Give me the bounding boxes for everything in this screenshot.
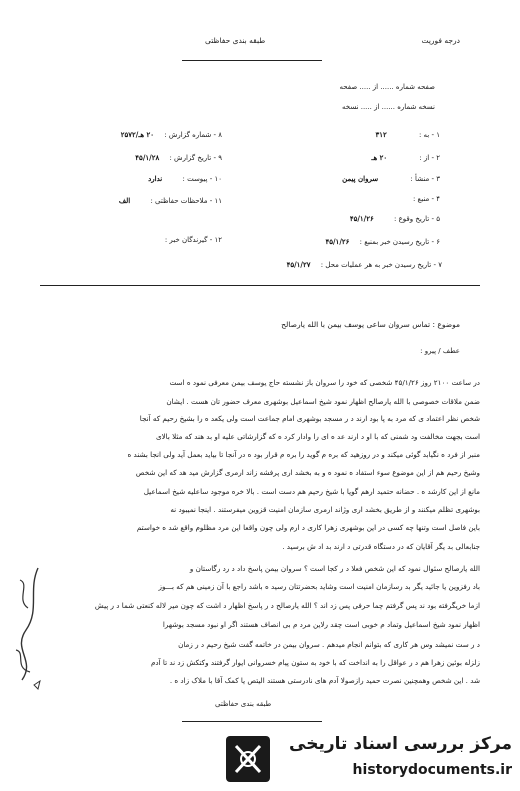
- body-line: جنابعالی بد یگر آقایان که در دستگاه قدرتی د ارند بد اد ش برسید .: [282, 542, 480, 551]
- classification-top: طبقه بندی حفاظتی: [205, 36, 266, 45]
- field-ops-received-date-value: ۴۵/۱/۲۷: [286, 260, 311, 269]
- field-report-date-label: ۹ - تاریخ گزارش :: [169, 154, 222, 162]
- margin-annotation: [8, 560, 46, 700]
- field-from: [240, 153, 440, 162]
- body-line: باین فاصل است وتنها چه کسی در این بوشهری زهرا کاری د ارم ولی چون واقعا این مرد مظلوم واقع شد ه خواستم: [136, 523, 480, 532]
- field-attachment-value: ندارد: [148, 174, 163, 183]
- field-report-number-label: ۸ - شماره گزارش :: [164, 131, 222, 139]
- field-source-received-date-value: ۴۵/۱/۲۶: [325, 237, 350, 246]
- field-report-number: [42, 130, 222, 139]
- field-recipients-label: ۱۲ - گیرندگان خبر :: [164, 236, 222, 244]
- priority-label: درجه فوریت: [421, 36, 460, 45]
- body-line: در ساعت ۲۱۰۰ روز ۴۵/۱/۲۶ شخصی که خود را سروان باز نشسته حاج یوسف بیمن معرفی نمود ه است: [169, 378, 480, 387]
- body-line: شد . این شخص وهمچنین نصرت حمید رازصولا آدم های نادرستی هستند الیتص یا کمک آقا با ملاک زاد ه .: [169, 676, 480, 685]
- field-origin: [240, 174, 440, 183]
- field-occurrence-date: [240, 214, 440, 223]
- page-count: صفحه شماره ...... از ..... صفحه: [339, 83, 435, 91]
- body-line: بوشهری تظلم میکنند و از طریق بخشد اری وژاند ارمری سازمان امنیت قزوین میفرستند . اینجا نمیبود نه: [170, 505, 480, 514]
- field-source-received-date-label: ۶ - تاریخ رسیدن خبر بمنبع :: [359, 238, 440, 246]
- field-source-label: ۴ - منبع :: [412, 195, 440, 203]
- field-to: [240, 130, 440, 139]
- classification-rule-bottom: [182, 721, 322, 722]
- field-security-notes-value: الف: [118, 196, 131, 205]
- field-ops-received-date-label: ۷ - تاریخ رسیدن خبر به هر عملیات محل :: [320, 261, 442, 269]
- header-divider: [40, 285, 480, 286]
- field-source: [240, 194, 440, 203]
- body-line: شخص نظر اعتماد ی که مرد به پا بود ارند د ر مسجد بوشهری امام جماعت است ولی یکعد ه را بشیخ رحیم که آنجا: [139, 414, 480, 423]
- body-line: د ر ست نمیشد وس هر کاری که بتوانم انجام میدهم . سروان بیمن در خاتمه گفت شیخ رحیم د ر زمان: [178, 640, 480, 649]
- field-security-notes: [42, 196, 222, 205]
- field-security-notes-label: ۱۱ - ملاحظات حفاظتی :: [150, 197, 222, 205]
- reference-line: عطف / پیرو :: [420, 347, 460, 355]
- field-attachment-label: ۱۰ - پیوست :: [182, 175, 222, 183]
- body-line: منبر از فرد ه نگیابد گوئی میکند و در روزهید که بره م گوید را بره م قرار بود ه در آنجا تا بیاید بعمل آید ولی انجا بشند ه: [127, 450, 480, 459]
- body-line: است بجهت مخالفت ود شمنی که با او د ارند عد ه ای را وادار کرد ه که گزارشاتی علیه او بد هند که مثلا بالای: [155, 432, 480, 441]
- body-line: وشیخ رحیم هم از این موضوع سوء استفاد ه نمود ه و به بخشد اری پرفشه زاند ارمری گزارش مید هد که این شخص: [135, 468, 480, 477]
- subject-line: موضوع : تماس سروان ساعی یوسف بیمن با الله یارصالح: [281, 320, 460, 329]
- field-ops-received-date: [227, 260, 442, 269]
- classification-rule-top: [182, 60, 322, 61]
- field-occurrence-date-label: ۵ - تاریخ وقوع :: [394, 215, 440, 223]
- field-to-label: ۱ - به :: [418, 131, 440, 139]
- body-line: ضمن ملاقات خصوصی با الله یارصالح اظهار نمود شیخ اسماعیل بوشهری معرف حضور تان هست . ایشان: [166, 397, 480, 406]
- field-report-date-value: ۴۵/۱/۲۸: [135, 153, 160, 162]
- field-source-received-date: [240, 237, 440, 246]
- body-line: اظهار نمود شیخ اسماعیل وتماد م خوبی است چقد رلاین مرد م بی انصاف هستند اگر او نبود مسجد بوشهرا: [162, 620, 480, 629]
- body-line: باد رفزوین یا جائید یگر بد رسازمان امنیت است وشاید بحضرتتان رسید ه باشد راجع با آن زمینی هم که بـــوز: [158, 582, 480, 591]
- watermark-title: مرکز بررسی اسناد تاریخی: [289, 734, 512, 754]
- body-line: مانع از این کارشد ه . حضانه حتمید ارهم گویا با شیخ رحیم هم دست است . بالا خره موجود ساعلیه شیخ اسماعیل: [143, 487, 480, 496]
- field-occurrence-date-value: ۴۵/۱/۲۶: [349, 214, 374, 223]
- body-line: ازما خریگرفته بود ند پس گرفتم چما حرفی پس زد اند ؟ الله یارصالح د ر پاسخ اظهار د اشت که چون میر لاله کنعتی شما د ر پیش: [94, 601, 480, 610]
- field-recipients: [42, 236, 222, 244]
- archive-logo-icon: [222, 732, 274, 786]
- copy-count: نسخه شماره ...... از ..... نسخه: [342, 103, 435, 111]
- field-from-label: ۲ - از :: [419, 154, 440, 162]
- field-origin-value: سروان پیمن: [342, 174, 379, 183]
- field-to-value: ۳۱۲: [375, 130, 387, 139]
- body-line: زلزله بوئین زهرا هم د ر عواقل را به انداخت که با خود به ستون پیام خسروانی ایوار گرفتند وکتکش زد ند تا آدم: [150, 658, 480, 667]
- watermark: [230, 730, 512, 788]
- field-report-number-value: ۲۰ هـ/۲۵۷۲: [120, 130, 155, 139]
- field-attachment: [42, 174, 222, 183]
- classification-bottom: طبقه بندی حفاظتی: [215, 700, 272, 708]
- field-origin-label: ۳ - منشأ :: [410, 175, 440, 183]
- field-report-date: [42, 153, 222, 162]
- watermark-url: historydocuments.ir: [352, 762, 512, 778]
- field-from-value: ۲۰ هـ: [371, 153, 388, 162]
- body-line: الله یارصالح سئوال نمود که این شخص فعلا د ر کجا است ؟ سروان بیمن پاسخ داد د رد رگاستان و: [189, 564, 480, 573]
